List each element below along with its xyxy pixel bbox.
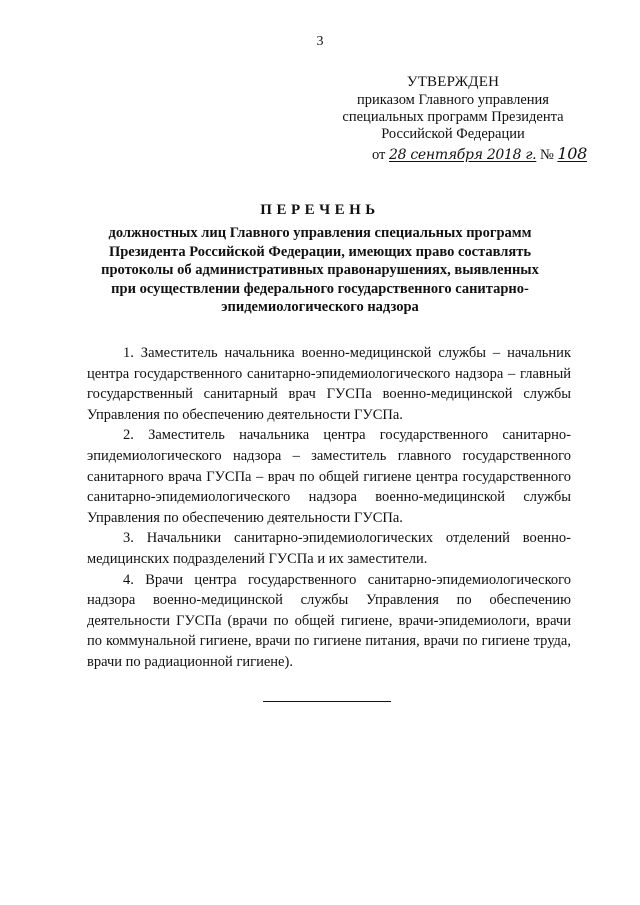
approval-block: [328, 74, 588, 164]
handwritten-date: 28 сентября 2018 г.: [389, 147, 537, 163]
list-item: 3. Начальники санитарно-эпидемиологических отделений военно-медицинских подразделений ГУСПа и их заместители.: [87, 530, 571, 567]
document-title: ПЕРЕЧЕНЬ: [260, 202, 380, 218]
list-item: 2. Заместитель начальника центра государственного санитарно-эпидемиологического надзора – заместитель главного государственного санитарного врача ГУСПа – врач по общей гигиене центра государственного санитарно-эпидемиологического надзора военно-медицинской службы Управления по обеспечению деятельности ГУСПа.: [87, 427, 571, 526]
list-item: 4. Врачи центра государственного санитарно-эпидемиологического надзора военно-медицинской службы Управления по обеспечению деятельности ГУСПа (врачи по общей гигиене, врачи-эпидемиологи, врачи по коммунальной гигиене, врачи по гигиене питания, врачи по гигиене труда, врачи по радиационной гигиене).: [87, 571, 571, 670]
page-number: 3: [316, 34, 324, 49]
document-subtitle: должностных лиц Главного управления специальных программ Президента Российской Федерации, имеющих право составлять протоколы об административных правонарушениях, выявленных при осуществлении федерального государственного санитарно-эпидемиологического надзора: [101, 225, 539, 315]
date-prefix: от: [372, 147, 386, 163]
document-body: [87, 343, 571, 673]
approval-line-3: Российской Федерации: [381, 126, 525, 142]
list-item: 1. Заместитель начальника военно-медицинской службы – начальник центра государственного санитарно-эпидемиологического надзора – главный государственный санитарный врач ГУСПа военно-медицинской службы Управления по обеспечению деятельности ГУСПа.: [87, 345, 571, 423]
handwritten-number: 108: [557, 144, 588, 163]
approval-status: УТВЕРЖДЕН: [406, 74, 500, 90]
approval-line-1: приказом Главного управления: [357, 92, 549, 108]
approval-date-line: [328, 144, 588, 164]
approval-line-2: специальных программ Президента: [342, 109, 564, 125]
end-divider: [263, 701, 391, 702]
number-prefix: №: [539, 147, 554, 163]
